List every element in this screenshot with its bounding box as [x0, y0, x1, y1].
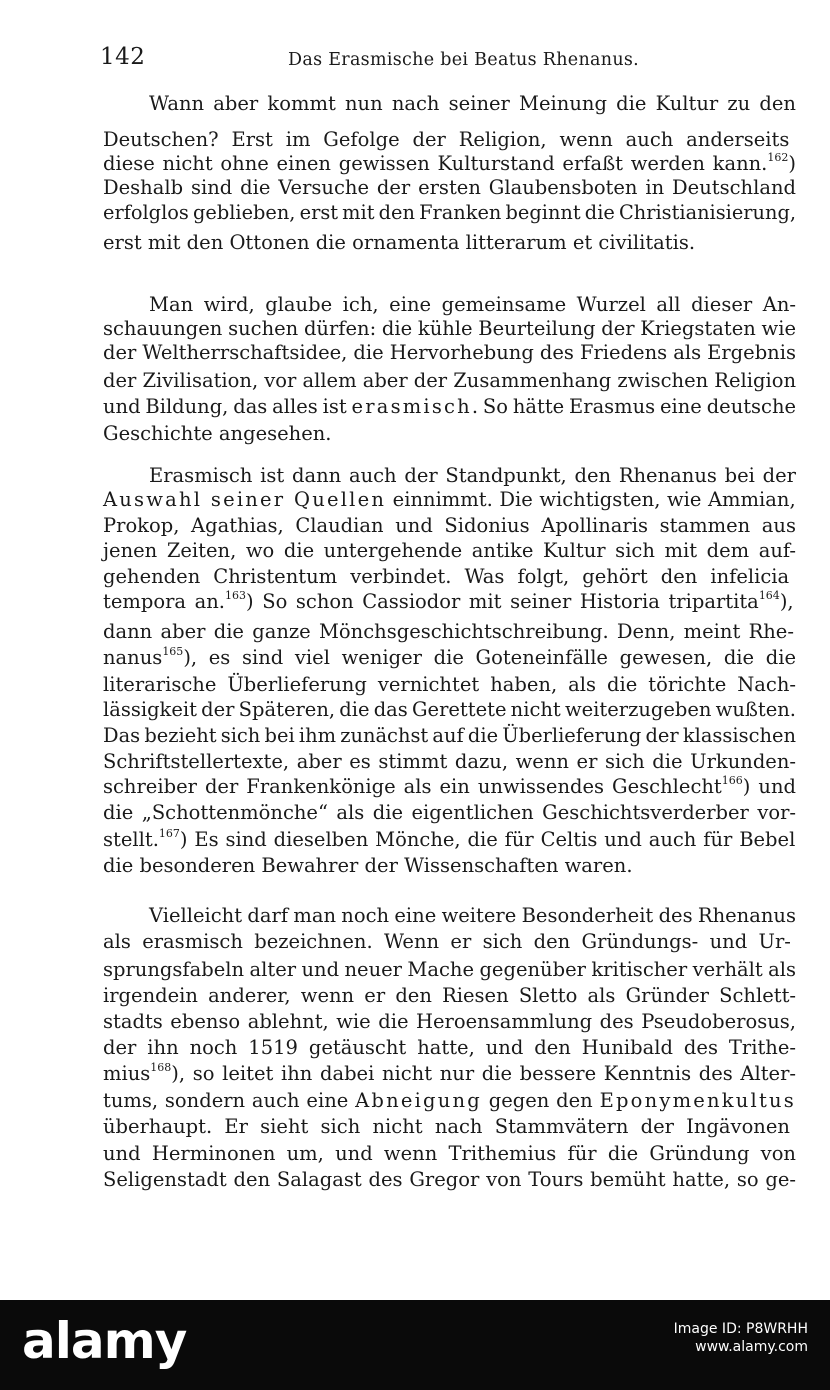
- text-segment: ), so leitet ihn dabei nicht nur die bessere Kenntnis des Alter-: [171, 1062, 796, 1085]
- text-segment: gehenden Christentum verbindet. Was folgt, gehört den infelicia: [103, 565, 790, 588]
- text-line: [103, 397, 796, 417]
- text-segment: Vielleicht darf man noch eine weitere Besonderheit des Rhenanus: [149, 904, 796, 927]
- text-line: [103, 827, 796, 851]
- text-segment: ): [788, 152, 796, 175]
- text-line: [103, 343, 796, 363]
- text-segment: ) Es sind dieselben Mönche, die für Celtis und auch für Bebel: [179, 828, 796, 851]
- text-segment: tums, sondern auch eine: [103, 1089, 356, 1112]
- text-segment: ),: [779, 590, 794, 613]
- text-line: [149, 906, 796, 926]
- text-segment: Man wird, glaube ich, eine gemeinsame Wurzel all dieser An-: [149, 293, 796, 316]
- text-line: [103, 1170, 796, 1190]
- text-line: [103, 567, 789, 587]
- text-line: [103, 986, 796, 1006]
- text-line: [103, 856, 633, 876]
- text-segment: . So hätte Erasmus eine deutsche: [471, 395, 796, 418]
- text-segment: Seligenstadt den Salagast des Gregor von Tours bemüht hatte, so ge-: [103, 1168, 796, 1191]
- page-header: [100, 40, 800, 80]
- text-line: [149, 466, 796, 486]
- footnote-ref: 162: [767, 151, 789, 164]
- text-segment: der Weltherrschaftsidee, die Hervorhebung des Friedens als Ergebnis: [103, 341, 796, 364]
- text-segment: literarische Überlieferung vernichtet haben, als die törichte Nach-: [103, 673, 796, 696]
- text-line: [103, 1038, 796, 1058]
- text-segment: ) So schon Cassiodor mit seiner Historia tripartita: [246, 590, 759, 613]
- text-segment: mius: [103, 1062, 151, 1085]
- text-line: [103, 130, 789, 150]
- text-segment: ), es sind viel weniger die Goteneinfälle gewesen, die die: [183, 646, 796, 669]
- text-segment: Prokop, Agathias, Claudian und Sidonius Apollinaris stammen aus: [103, 514, 796, 537]
- text-line: [103, 1012, 796, 1032]
- text-segment: Schriftstellertexte, aber es stimmt dazu, wenn er sich die Urkunden-: [103, 750, 796, 773]
- text-segment: lässigkeit der Späteren, die das Gerettete nicht weiterzugeben wußten.: [103, 698, 796, 721]
- text-segment: als erasmisch bezeichnen. Wenn er sich den Gründungs- und Ur-: [103, 930, 791, 953]
- text-segment: schauungen suchen dürfen: die kühle Beurteilung der Kriegstaten wie: [103, 317, 796, 340]
- text-line: [149, 295, 796, 315]
- text-segment: überhaupt. Er sieht sich nicht nach Stammvätern der Ingävonen: [103, 1115, 790, 1138]
- text-segment: Deutschen? Erst im Gefolge der Religion, wenn auch anderseits: [103, 128, 790, 151]
- text-segment: ) und: [742, 775, 796, 798]
- text-line: [103, 319, 796, 339]
- text-segment: Geschichte angesehen.: [103, 422, 332, 445]
- text-segment: irgendein anderer, wenn er den Riesen Sletto als Gründer Schlett-: [103, 984, 796, 1007]
- image-id-text: Image ID: P8WRHH: [673, 1321, 808, 1337]
- watermark-bar: [0, 1300, 830, 1390]
- text-segment: und Bildung, das alles ist: [103, 395, 352, 418]
- text-line: [103, 178, 796, 198]
- footnote-ref: 167: [158, 827, 180, 840]
- text-segment: und Herminonen um, und wenn Trithemius für die Gründung von: [103, 1142, 796, 1165]
- footnote-ref: 165: [162, 645, 184, 658]
- alamy-logo: alamy: [22, 1312, 187, 1370]
- text-line: [149, 94, 796, 114]
- text-line: [103, 675, 796, 695]
- text-segment: der ihn noch 1519 getäuscht hatte, und den Hunibald des Trithe-: [103, 1036, 796, 1059]
- text-segment: erfolglos geblieben, erst mit den Franken beginnt die Christianisierung,: [103, 201, 796, 224]
- page-number: 142: [100, 44, 146, 70]
- text-line: [103, 752, 796, 772]
- text-segment: Abneigung: [355, 1089, 482, 1112]
- text-segment: Auswahl seiner Quellen: [103, 488, 387, 511]
- text-segment: stadts ebenso ablehnt, wie die Heroensammlung des Pseudoberosus,: [103, 1010, 796, 1033]
- text-segment: der Zivilisation, vor allem aber der Zusammenhang zwischen Religion: [103, 369, 796, 392]
- text-line: [103, 960, 796, 980]
- text-segment: Das bezieht sich bei ihm zunächst auf die Überlieferung der klassischen: [103, 724, 796, 747]
- text-line: [103, 726, 796, 746]
- footnote-ref: 164: [758, 589, 780, 602]
- text-segment: jenen Zeiten, wo die untergehende antike Kultur sich mit dem auf-: [103, 539, 796, 562]
- footnote-ref: 166: [721, 774, 743, 787]
- text-segment: schreiber der Frankenkönige als ein unwissendes Geschlecht: [103, 775, 722, 798]
- text-line: [103, 1117, 790, 1137]
- footnote-ref: 163: [225, 589, 247, 602]
- text-line: [103, 233, 695, 253]
- text-line: [103, 700, 796, 720]
- running-head: Das Erasmische bei Beatus Rhenanus.: [288, 50, 640, 70]
- text-segment: Deshalb sind die Versuche der ersten Glaubensboten in Deutschland: [103, 176, 796, 199]
- text-segment: stellt.: [103, 828, 159, 851]
- text-line: [103, 803, 796, 823]
- text-segment: die besonderen Bewahrer der Wissenschaften waren.: [103, 854, 633, 877]
- text-segment: diese nicht ohne einen gewissen Kulturstand erfaßt werden kann.: [103, 152, 768, 175]
- text-line: [103, 516, 796, 536]
- text-segment: Erasmisch ist dann auch der Standpunkt, den Rhenanus bei der: [149, 464, 796, 487]
- text-line: [103, 424, 332, 444]
- text-segment: einnimmt. Die wichtigsten, wie Ammian,: [386, 488, 796, 511]
- text-segment: tempora an.: [103, 590, 226, 613]
- text-segment: sprungsfabeln alter und neuer Mache gegenüber kritischer verhält als: [103, 958, 796, 981]
- text-line: [103, 541, 796, 561]
- text-line: [103, 932, 791, 952]
- text-line: [103, 203, 796, 223]
- text-segment: nanus: [103, 646, 163, 669]
- text-segment: Eponymenkultus: [599, 1089, 796, 1112]
- text-segment: die „Schottenmönche“ als die eigentlichen Geschichtsverderber vor-: [103, 801, 796, 824]
- text-line: [103, 1061, 796, 1085]
- watermark-url: www.alamy.com: [695, 1339, 808, 1356]
- text-segment: Wann aber kommt nun nach seiner Meinung die Kultur zu den: [149, 92, 796, 115]
- text-segment: erst mit den Ottonen die ornamenta litterarum et civilitatis.: [103, 231, 696, 254]
- image-id-block: [674, 1320, 808, 1356]
- text-line: [103, 371, 796, 391]
- text-segment: erasmisch: [351, 395, 472, 418]
- text-line: [103, 490, 796, 510]
- text-line: [103, 151, 796, 175]
- text-line: [103, 589, 794, 613]
- text-line: [103, 645, 796, 669]
- text-segment: gegen den: [481, 1089, 600, 1112]
- text-segment: dann aber die ganze Mönchsgeschichtschreibung. Denn, meint Rhe-: [103, 620, 794, 643]
- text-line: [103, 1091, 796, 1111]
- text-line: [103, 1144, 796, 1164]
- footnote-ref: 168: [150, 1061, 172, 1074]
- text-line: [103, 774, 796, 798]
- text-line: [103, 622, 794, 642]
